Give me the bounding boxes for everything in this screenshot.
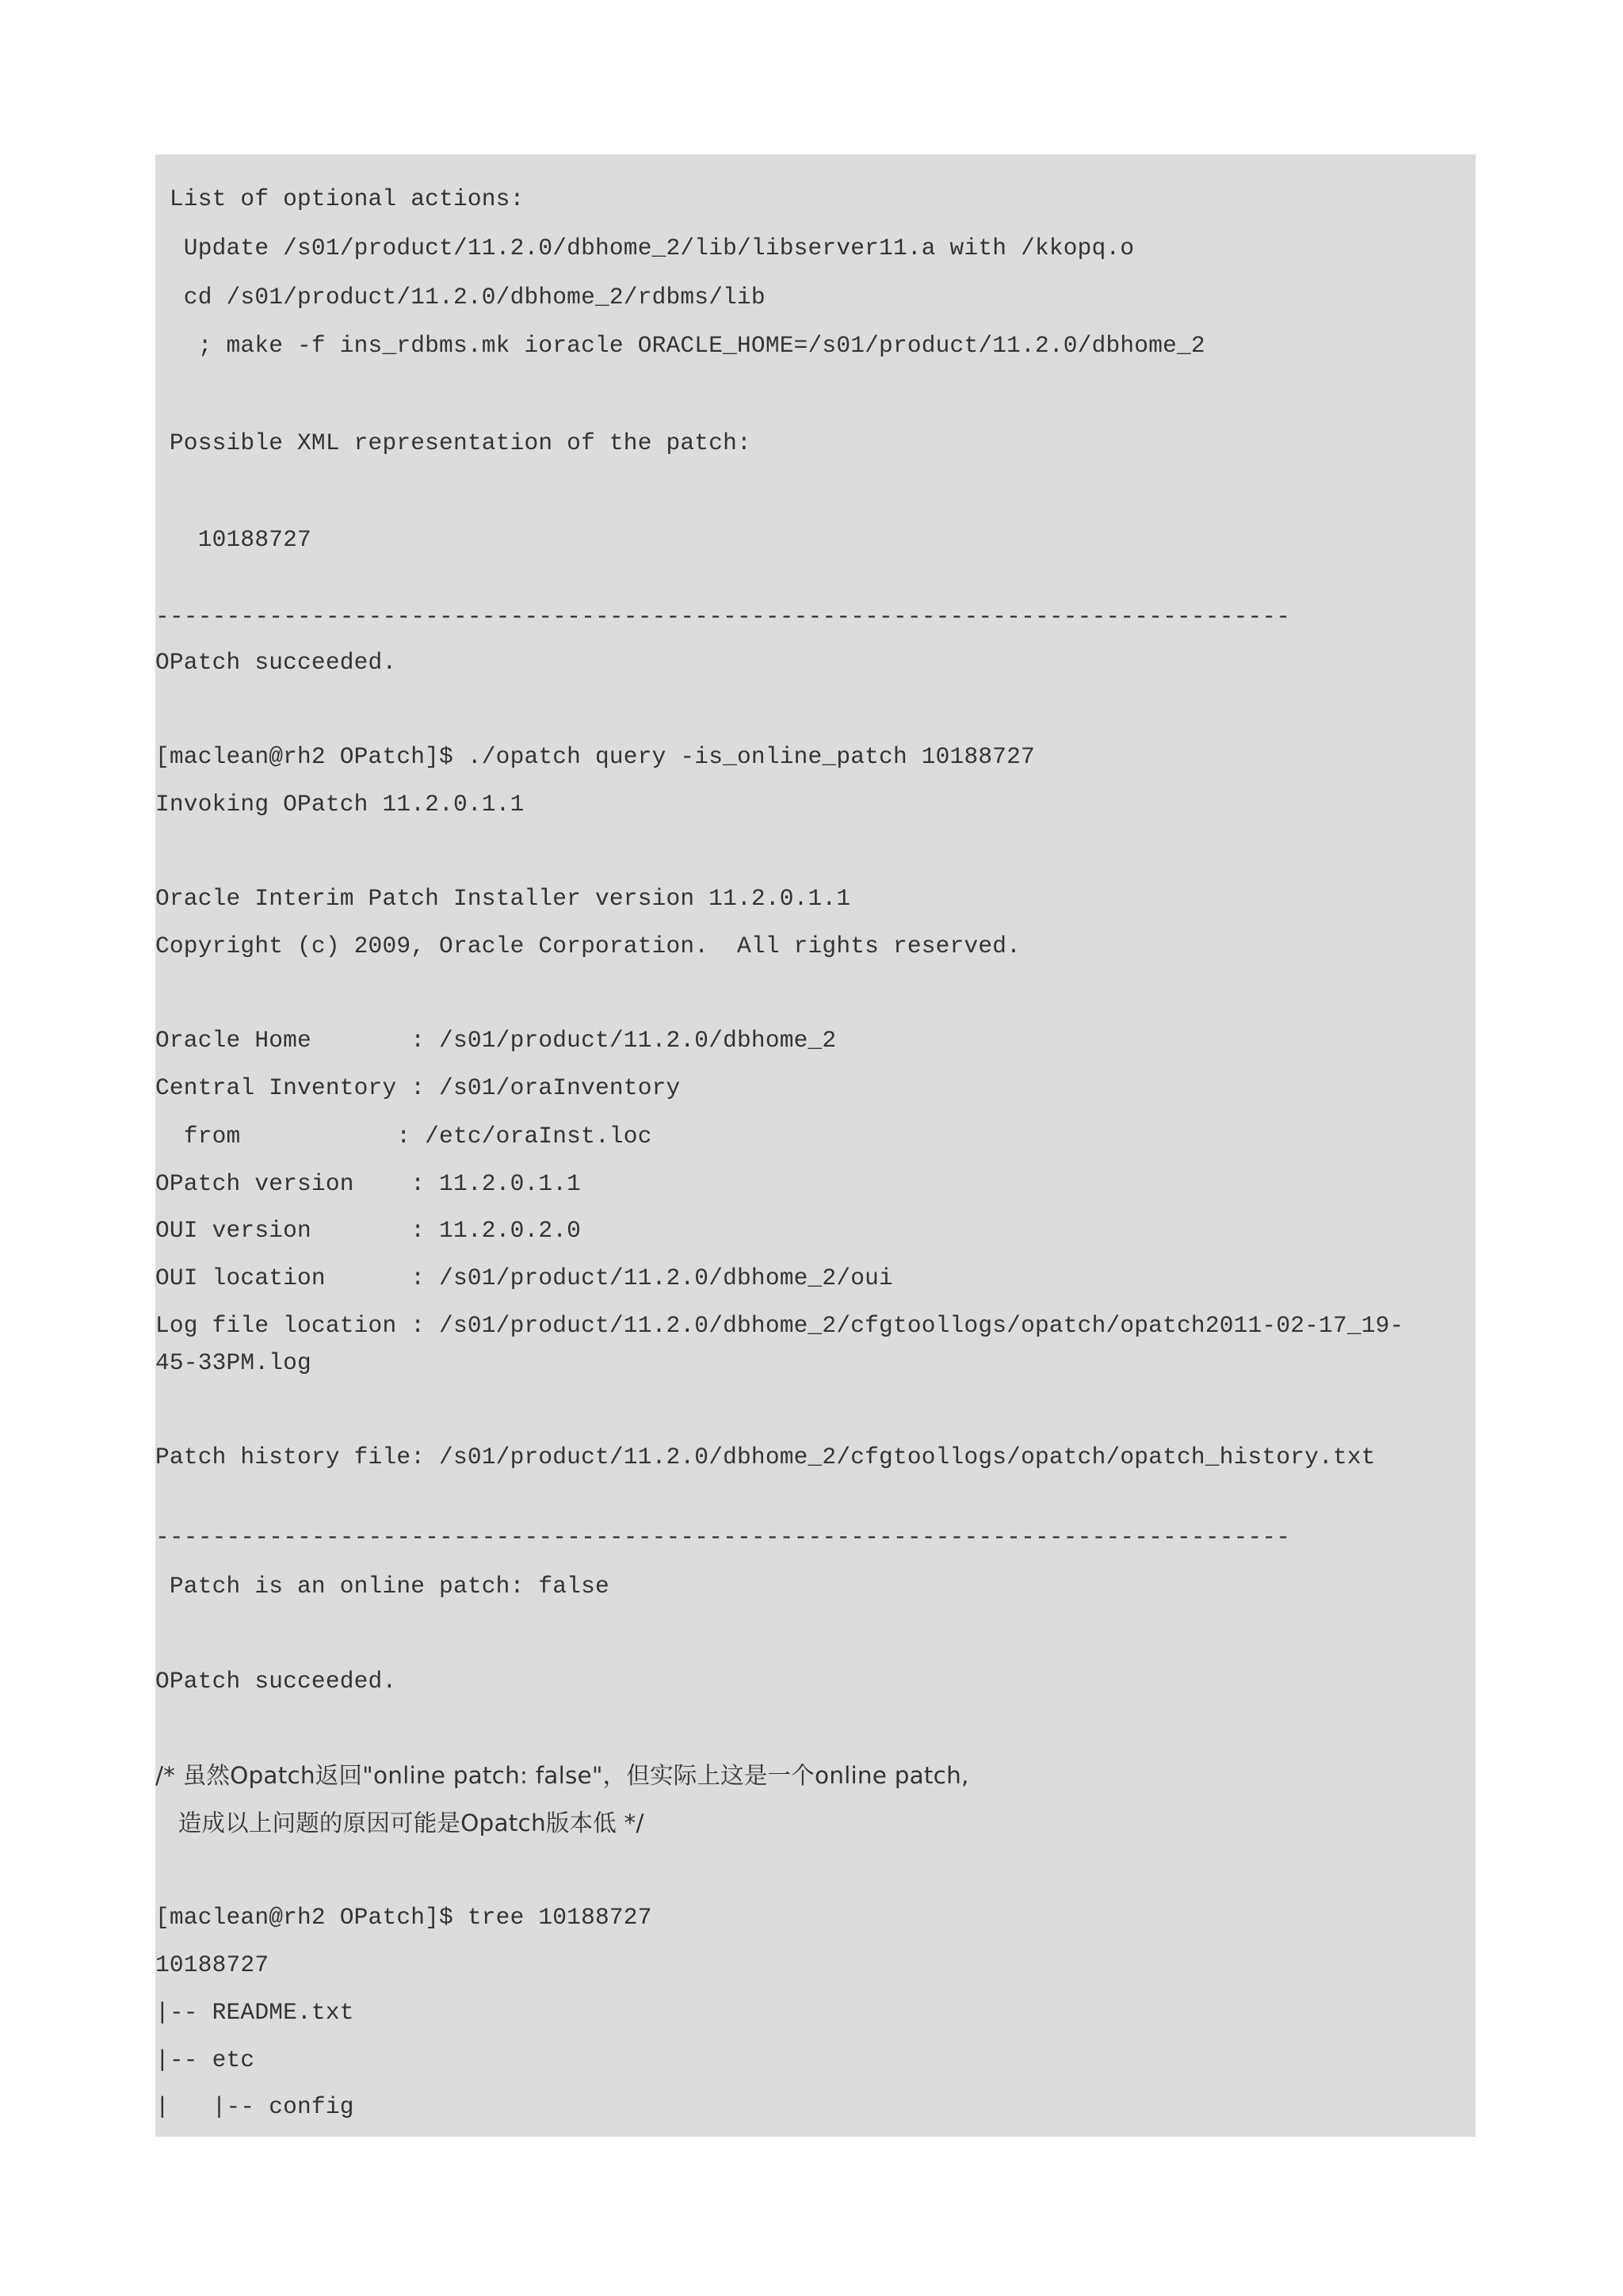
code-line: Oracle Home : /s01/product/11.2.0/dbhome_2 bbox=[155, 1027, 837, 1054]
separator-line: -------------------------------------------------------------------------------- bbox=[155, 1524, 1291, 1550]
code-line: Invoking OPatch 11.2.0.1.1 bbox=[155, 791, 525, 818]
code-line: OPatch succeeded. bbox=[155, 649, 397, 676]
code-line: OPatch version : 11.2.0.1.1 bbox=[155, 1170, 582, 1197]
code-line: Log file location : /s01/product/11.2.0/dbhome_2/cfgtoollogs/opatch/opatch2011-02-17_19- bbox=[155, 1312, 1404, 1339]
code-line: from : /etc/oraInst.loc bbox=[155, 1123, 652, 1150]
code-line: 45-33PM.log bbox=[155, 1349, 311, 1376]
comment-line: 造成以上问题的原因可能是Opatch版本低 */ bbox=[155, 1810, 644, 1836]
code-line: Update /s01/product/11.2.0/dbhome_2/lib/libserver11.a with /kkopq.o bbox=[155, 235, 1135, 261]
code-line: Patch is an online patch: false bbox=[155, 1573, 609, 1600]
code-line: List of optional actions: bbox=[155, 185, 525, 212]
code-line: ; make -f ins_rdbms.mk ioracle ORACLE_HOME=/s01/product/11.2.0/dbhome_2 bbox=[155, 332, 1205, 359]
code-line: Central Inventory : /s01/oraInventory bbox=[155, 1074, 681, 1101]
code-line: cd /s01/product/11.2.0/dbhome_2/rdbms/lib bbox=[155, 284, 766, 311]
code-line: Oracle Interim Patch Installer version 11.2.0.1.1 bbox=[155, 885, 851, 912]
tree-line: |-- README.txt bbox=[155, 1999, 354, 2026]
code-line: OPatch succeeded. bbox=[155, 1668, 397, 1695]
code-block bbox=[155, 154, 1476, 2137]
command-line: [maclean@rh2 OPatch]$ tree 10188727 bbox=[155, 1904, 652, 1931]
code-line: Patch history file: /s01/product/11.2.0/dbhome_2/cfgtoollogs/opatch/opatch_history.txt bbox=[155, 1444, 1376, 1470]
command-line: [maclean@rh2 OPatch]$ ./opatch query -is_online_patch 10188727 bbox=[155, 743, 1035, 770]
code-line: 10188727 bbox=[155, 1951, 269, 1978]
separator-line: -------------------------------------------------------------------------------- bbox=[155, 603, 1291, 630]
code-line: Possible XML representation of the patch: bbox=[155, 429, 751, 456]
code-line: OUI location : /s01/product/11.2.0/dbhome_2/oui bbox=[155, 1264, 893, 1291]
comment-line: /* 虽然Opatch返回"online patch: false"，但实际上这是一个online patch, bbox=[155, 1762, 969, 1789]
tree-line: | |-- config bbox=[155, 2093, 354, 2120]
code-line: Copyright (c) 2009, Oracle Corporation. All rights reserved. bbox=[155, 933, 1022, 959]
tree-line: |-- etc bbox=[155, 2046, 255, 2073]
code-line: 10188727 bbox=[155, 526, 311, 553]
code-line: OUI version : 11.2.0.2.0 bbox=[155, 1217, 582, 1244]
